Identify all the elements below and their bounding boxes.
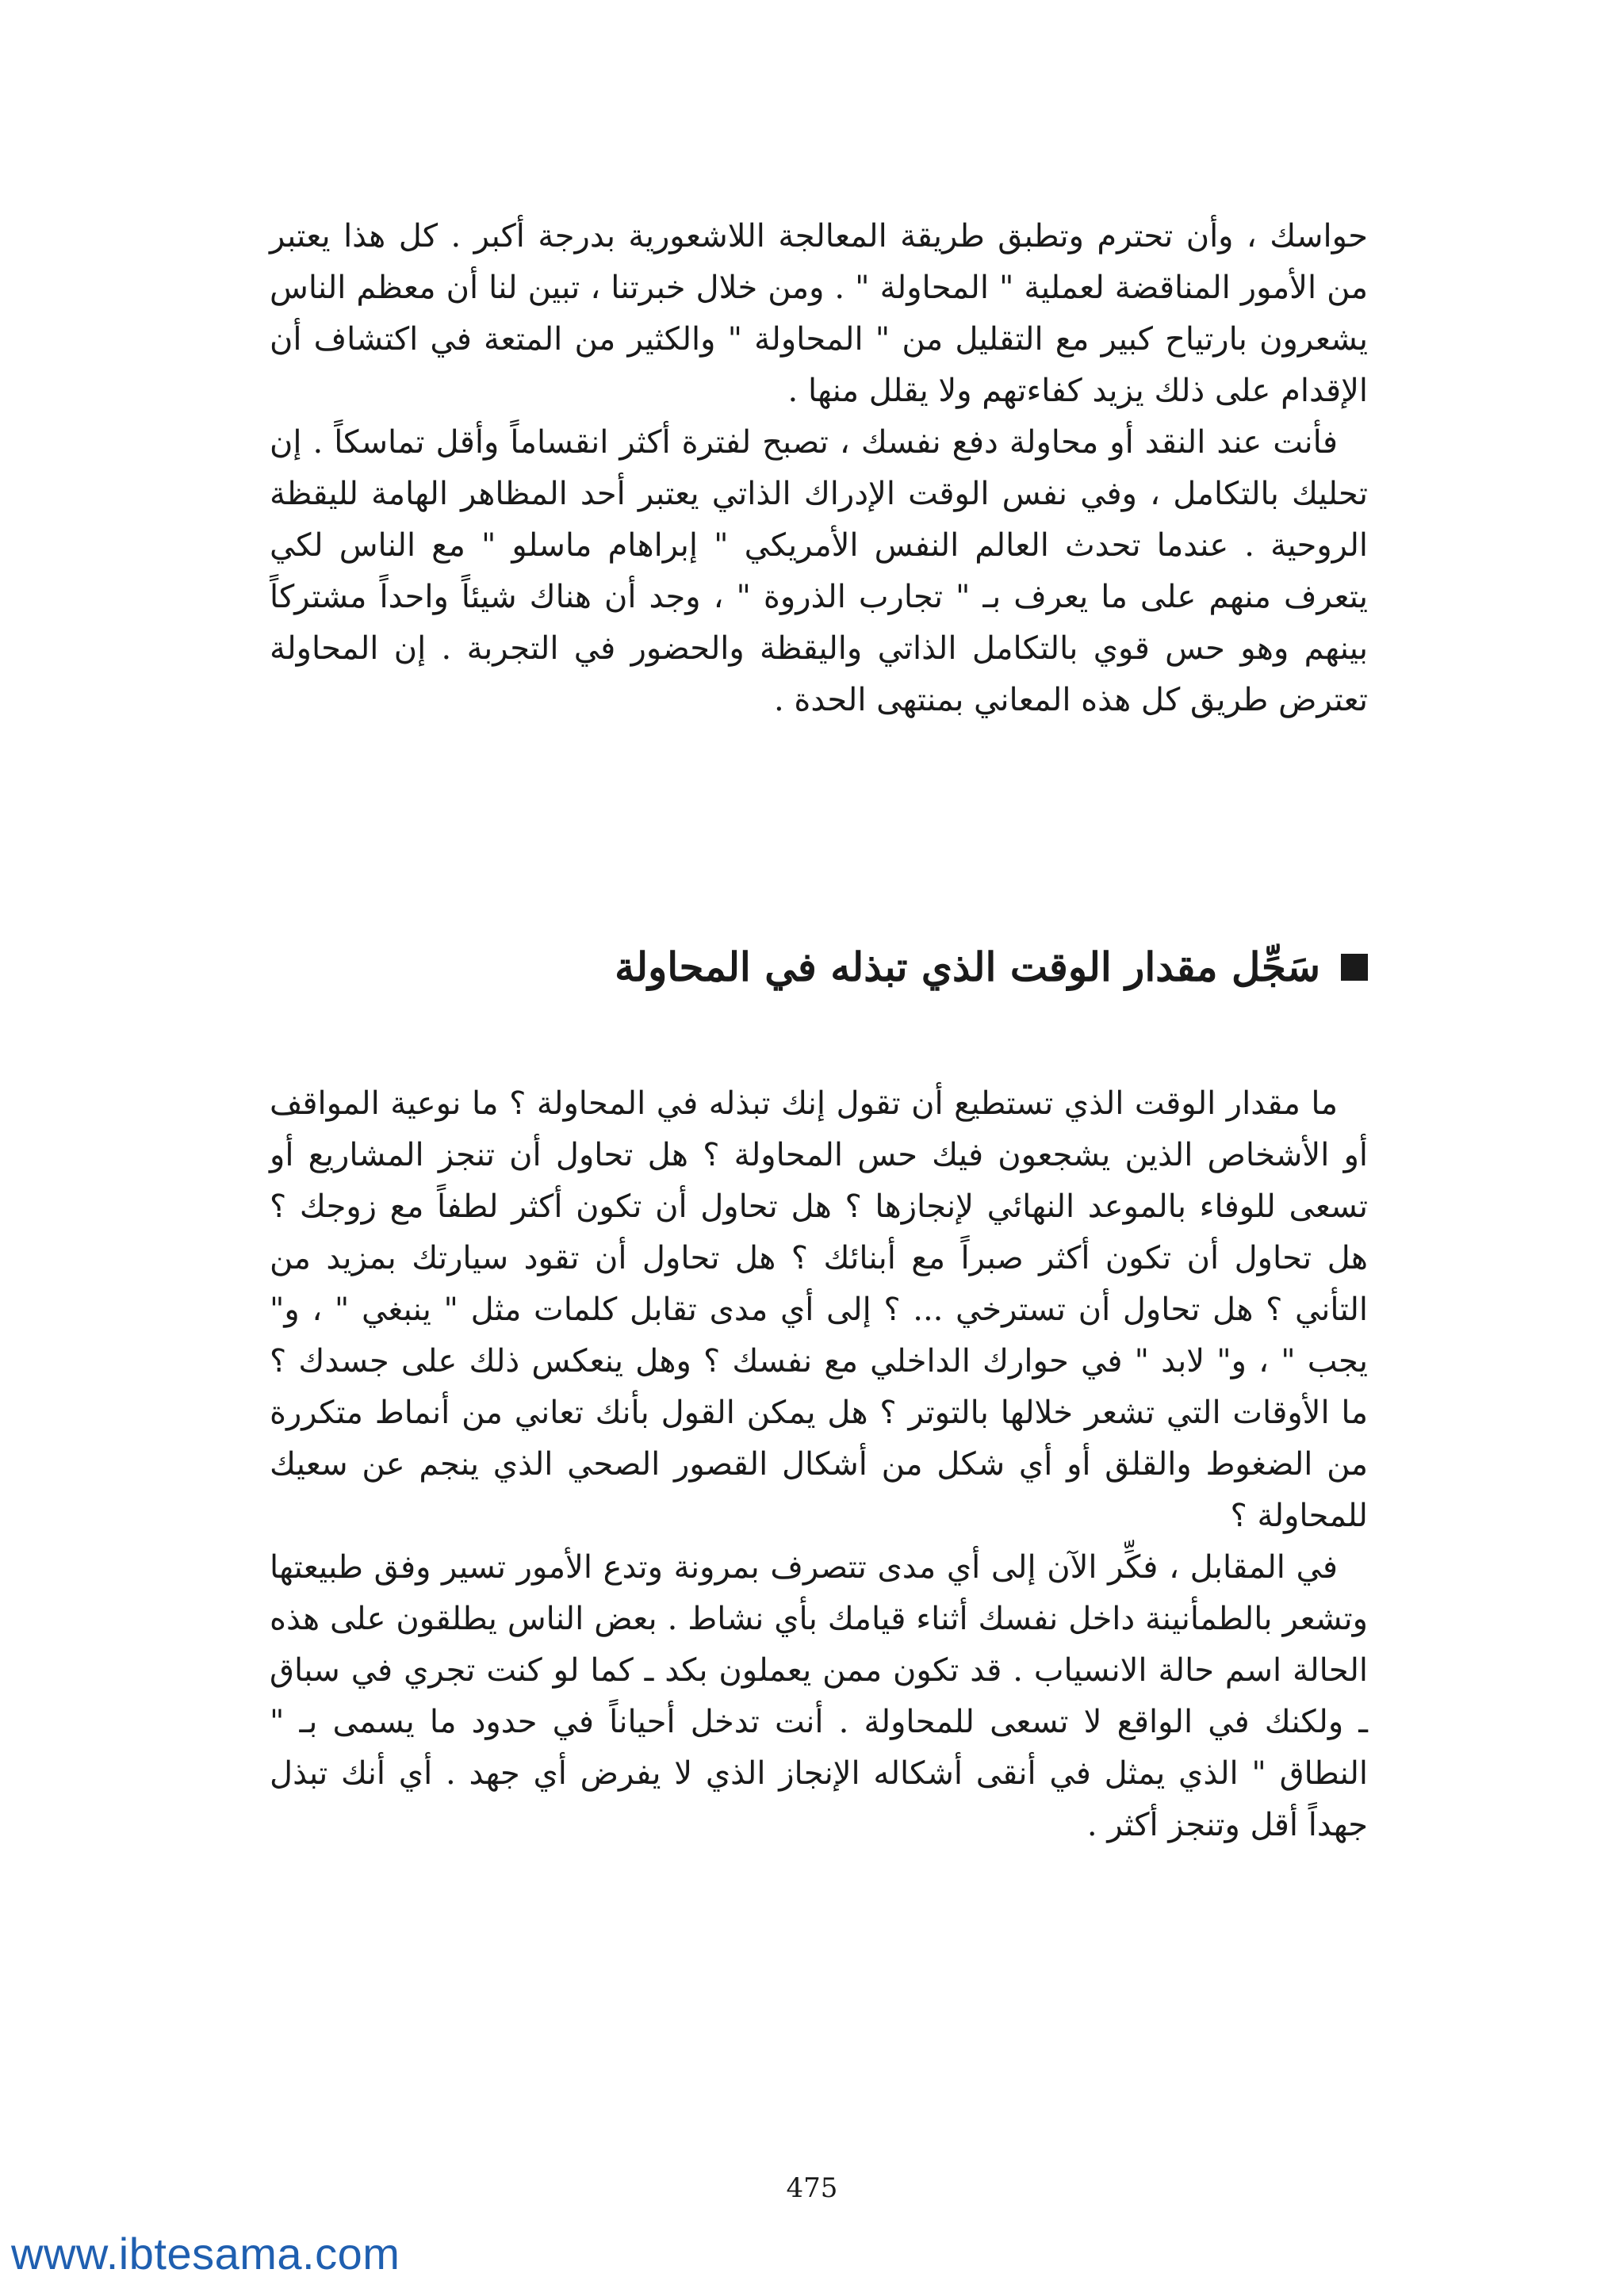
square-bullet-icon — [1341, 954, 1368, 981]
paragraph-4: في المقابل ، فكِّر الآن إلى أي مدى تتصرف بمرونة وتدع الأمور تسير وفق طبيعتها وتشعر بالطمأنينة داخل نفسك أثناء قيامك بأي نشاط . بعض الناس يطلقون على هذه الحالة اسم حالة الانسياب . قد تكون ممن يعملون بكد ـ كما لو كنت تجري في سباق ـ ولكنك في الواقع لا تسعى للمحاولة . أنت تدخل أحياناً في حدود ما يسمى بـ " النطاق " الذي يمثل في أنقى أشكاله الإنجاز الذي لا يفرض أي جهد . أي أنك تبذل جهداً أقل وتنجز أكثر . — [270, 1549, 1368, 1843]
page-number: 475 — [786, 2172, 838, 2204]
watermark-url: www.ibtesama.com — [11, 2229, 400, 2279]
paragraph-3: ما مقدار الوقت الذي تستطيع أن تقول إنك تبذله في المحاولة ؟ ما نوعية المواقف أو الأشخاص الذين يشجعون فيك حس المحاولة ؟ هل تحاول أن تنجز المشاريع أو تسعى للوفاء بالموعد النهائي لإنجازها ؟ هل تحاول أن تكون أكثر لطفاً مع زوجك ؟ هل تحاول أن تكون أكثر صبراً مع أبنائك ؟ هل تحاول أن تقود سيارتك بمزيد من التأني ؟ هل تحاول أن تسترخي ... ؟ إلى أي مدى تقابل كلمات مثل " ينبغي " ، و" يجب " ، و" لابد " في حوارك الداخلي مع نفسك ؟ وهل ينعكس ذلك على جسدك ؟ ما الأوقات التي تشعر خلالها بالتوتر ؟ هل يمكن القول بأنك تعاني من أنماط متكررة من الضغوط والقلق أو أي شكل من أشكال القصور الصحي الذي ينجم عن سعيك للمحاولة ؟ — [270, 1085, 1368, 1534]
section-heading-text: سَجِّل مقدار الوقت الذي تبذله في المحاولة — [615, 943, 1320, 990]
body-text-bottom — [270, 1078, 1368, 1851]
paragraph-2: فأنت عند النقد أو محاولة دفع نفسك ، تصبح لفترة أكثر انقساماً وأقل تماسكاً . إن تحليك بالتكامل ، وفي نفس الوقت الإدراك الذاتي يعتبر أحد المظاهر الهامة لليقظة الروحية . عندما تحدث العالم النفس الأمريكي " إبراهام ماسلو " مع الناس لكي يتعرف منهم على ما يعرف بـ " تجارب الذروة " ، وجد أن هناك شيئاً واحداً مشتركاً بينهم وهو حس قوي بالتكامل الذاتي واليقظة والحضور في التجربة . إن المحاولة تعترض طريق كل هذه المعاني بمنتهى الحدة . — [270, 424, 1368, 718]
body-text-top — [270, 211, 1368, 726]
section-heading — [444, 939, 1368, 995]
paragraph-1: حواسك ، وأن تحترم وتطبق طريقة المعالجة اللاشعورية بدرجة أكبر . كل هذا يعتبر من الأمور المناقضة لعملية " المحاولة " . ومن خلال خبرتنا ، تبين لنا أن معظم الناس يشعرون بارتياح كبير مع التقليل من " المحاولة " والكثير من المتعة في اكتشاف أن الإقدام على ذلك يزيد كفاءتهم ولا يقلل منها . — [270, 218, 1368, 409]
